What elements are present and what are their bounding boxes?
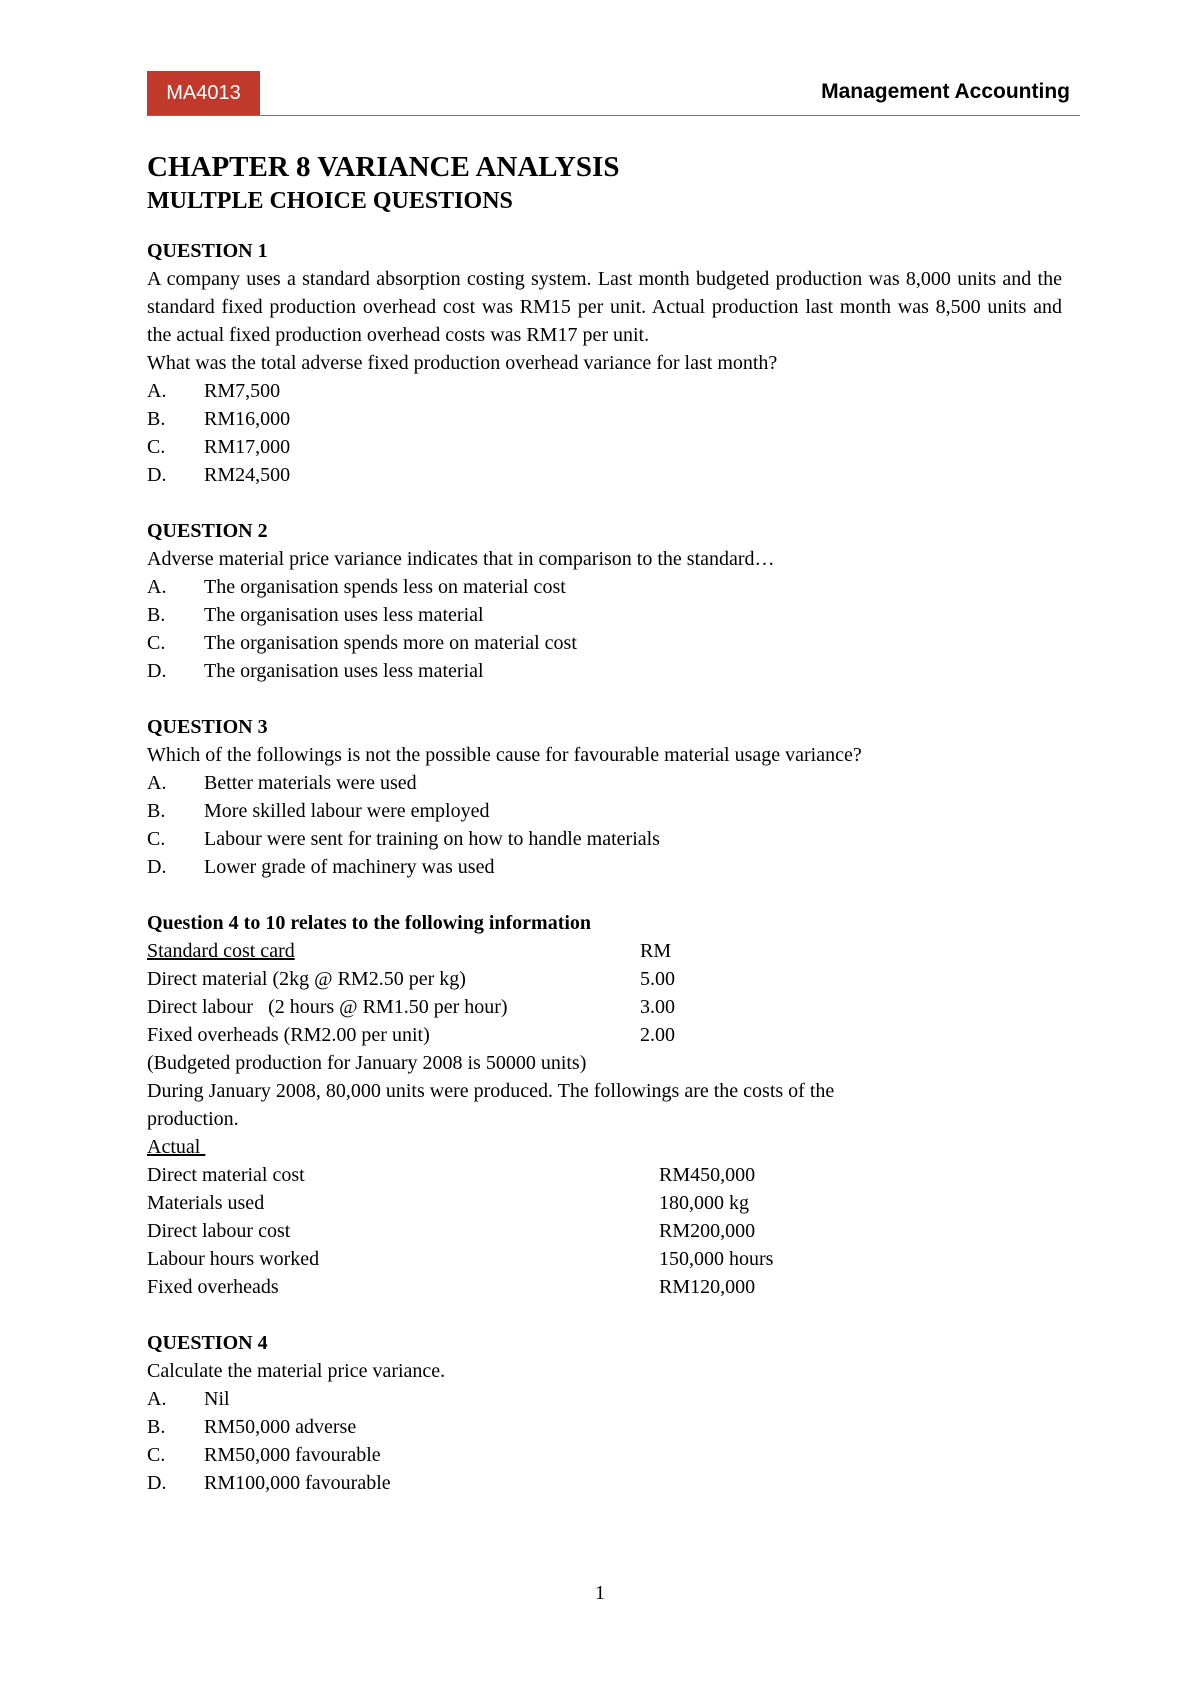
standard-cost-header — [147, 937, 1062, 965]
option — [147, 825, 1062, 853]
option-text: The organisation spends less on material cost — [204, 576, 566, 598]
option-letter: C. — [147, 828, 166, 850]
question-text: Adverse material price variance indicates that in comparison to the standard… — [147, 548, 775, 570]
option — [147, 769, 1062, 797]
option-text: RM50,000 favourable — [204, 1444, 381, 1466]
standard-cost-row — [147, 965, 1062, 993]
option-letter: C. — [147, 1444, 166, 1466]
chapter-subtitle: MULTPLE CHOICE QUESTIONS — [147, 188, 513, 214]
actual-label: Labour hours worked — [147, 1248, 320, 1270]
option-text: The organisation uses less material — [204, 660, 484, 682]
currency-heading: RM — [640, 940, 672, 962]
option — [147, 405, 1062, 433]
actual-value: 180,000 kg — [659, 1192, 749, 1214]
info-title: Question 4 to 10 relates to the following information — [147, 912, 592, 934]
option-letter: B. — [147, 1416, 166, 1438]
actual-cost-row — [147, 1273, 1062, 1301]
shared-information — [147, 909, 1062, 1301]
course-code: MA4013 — [166, 81, 241, 104]
option-letter: C. — [147, 436, 166, 458]
option — [147, 377, 1062, 405]
actual-heading: Actual — [147, 1136, 206, 1158]
cost-value: 3.00 — [640, 996, 675, 1018]
standard-cost-row — [147, 993, 1062, 1021]
page-content — [147, 149, 1062, 1497]
option-text: More skilled labour were employed — [204, 800, 490, 822]
option-letter: A. — [147, 772, 167, 794]
standard-cost-heading: Standard cost card — [147, 940, 295, 962]
cost-value: 5.00 — [640, 968, 675, 990]
option-letter: A. — [147, 576, 167, 598]
question-prompt: What was the total adverse fixed production overhead variance for last month? — [147, 352, 778, 374]
chapter-title: CHAPTER 8 VARIANCE ANALYSIS — [147, 151, 620, 183]
cost-value: 2.00 — [640, 1024, 675, 1046]
option-text: RM16,000 — [204, 408, 291, 430]
question-text: A company uses a standard absorption costing system. Last month budgeted production was 8,000 units and the standard fixed production overhead cost was RM15 per unit. Actual production last month was 8,500 units and the actual fixed production overhead costs was RM17 per unit. — [147, 268, 1062, 346]
option — [147, 1441, 1062, 1469]
option-text: Nil — [204, 1388, 230, 1410]
option — [147, 1469, 1062, 1497]
actual-label: Direct labour cost — [147, 1220, 291, 1242]
actual-cost-row — [147, 1245, 1062, 1273]
option — [147, 657, 1062, 685]
actual-label: Materials used — [147, 1192, 265, 1214]
actual-cost-row — [147, 1217, 1062, 1245]
option-letter: A. — [147, 1388, 167, 1410]
standard-cost-row — [147, 1021, 1062, 1049]
option-text: Labour were sent for training on how to handle materials — [204, 828, 660, 850]
option — [147, 1413, 1062, 1441]
option-text: RM7,500 — [204, 380, 281, 402]
actual-cost-row — [147, 1189, 1062, 1217]
option-text: The organisation uses less material — [204, 604, 484, 626]
question-text: Calculate the material price variance. — [147, 1360, 446, 1382]
question-title: QUESTION 1 — [147, 240, 268, 262]
actual-label: Direct material cost — [147, 1164, 305, 1186]
course-code-badge — [147, 71, 260, 115]
cost-label: Direct material (2kg @ RM2.50 per kg) — [147, 968, 466, 990]
question-1 — [147, 237, 1062, 489]
option-letter: B. — [147, 604, 166, 626]
option-letter: D. — [147, 856, 167, 878]
question-4 — [147, 1329, 1062, 1497]
option-letter: B. — [147, 800, 166, 822]
course-title: Management Accounting — [821, 80, 1070, 103]
question-title: QUESTION 4 — [147, 1332, 268, 1354]
cost-label: Direct labour (2 hours @ RM1.50 per hour) — [147, 996, 508, 1018]
option — [147, 1385, 1062, 1413]
option-text: Better materials were used — [204, 772, 417, 794]
option — [147, 629, 1062, 657]
option — [147, 461, 1062, 489]
option — [147, 433, 1062, 461]
actual-label: Fixed overheads — [147, 1276, 279, 1298]
option-text: Lower grade of machinery was used — [204, 856, 495, 878]
option-text: RM50,000 adverse — [204, 1416, 357, 1438]
option — [147, 573, 1062, 601]
actual-value: RM120,000 — [659, 1276, 756, 1298]
actual-value: RM450,000 — [659, 1164, 756, 1186]
option — [147, 601, 1062, 629]
cost-label: Fixed overheads (RM2.00 per unit) — [147, 1024, 430, 1046]
page-number: 1 — [595, 1582, 605, 1604]
option-letter: D. — [147, 464, 167, 486]
budget-note: (Budgeted production for January 2008 is 50000 units) — [147, 1052, 587, 1074]
option-text: RM17,000 — [204, 436, 291, 458]
question-title: QUESTION 3 — [147, 716, 268, 738]
actual-cost-row — [147, 1161, 1062, 1189]
option-letter: D. — [147, 1472, 167, 1494]
actual-value: RM200,000 — [659, 1220, 756, 1242]
option-text: RM100,000 favourable — [204, 1472, 391, 1494]
question-2 — [147, 517, 1062, 685]
actual-value: 150,000 hours — [659, 1248, 774, 1270]
option-letter: C. — [147, 632, 166, 654]
option-text: RM24,500 — [204, 464, 291, 486]
question-3 — [147, 713, 1062, 881]
option-letter: D. — [147, 660, 167, 682]
question-title: QUESTION 2 — [147, 520, 268, 542]
option — [147, 797, 1062, 825]
option — [147, 853, 1062, 881]
question-text: Which of the followings is not the possible cause for favourable material usage variance? — [147, 744, 862, 766]
header-divider — [147, 115, 1080, 116]
option-letter: B. — [147, 408, 166, 430]
production-note: During January 2008, 80,000 units were produced. The followings are the costs of the production. — [147, 1080, 835, 1130]
option-text: The organisation spends more on material cost — [204, 632, 577, 654]
option-letter: A. — [147, 380, 167, 402]
